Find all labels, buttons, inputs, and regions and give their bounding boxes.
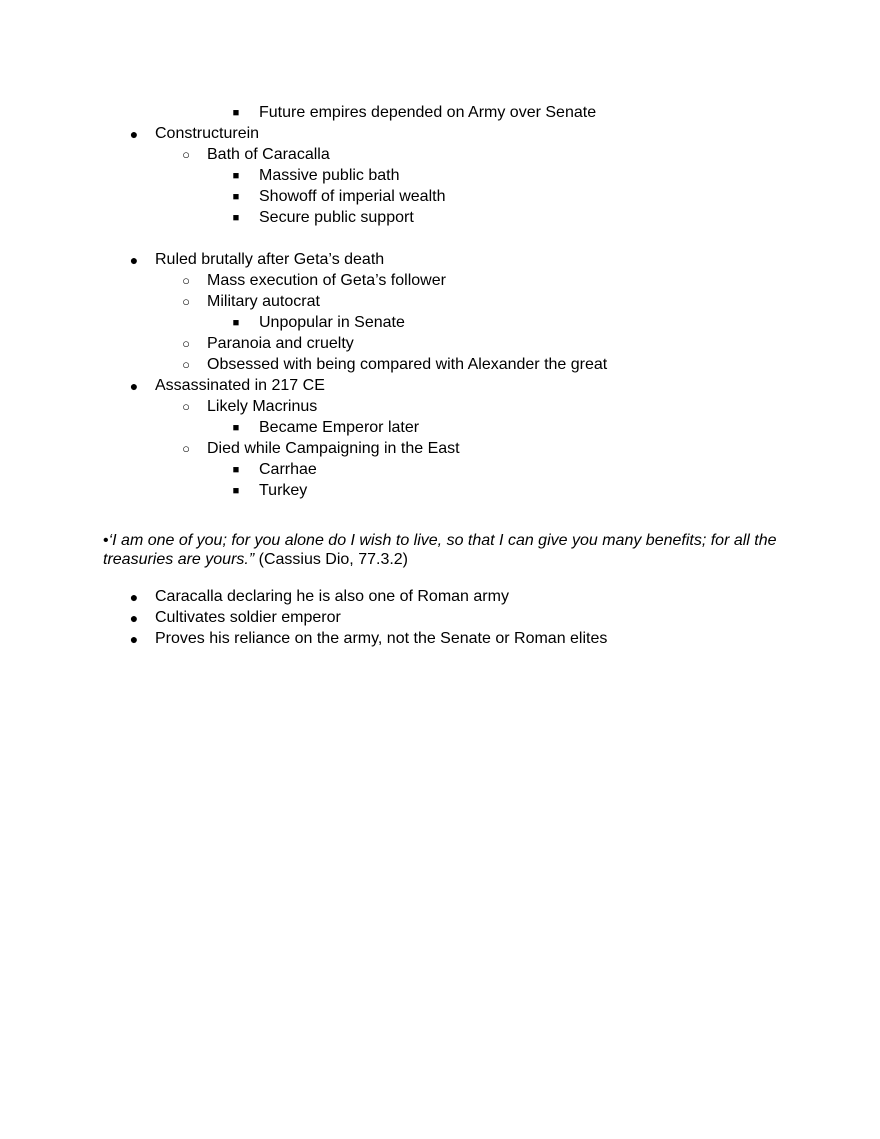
disc-bullet-icon: ● [129,631,139,647]
outline-item: Carrhae [259,461,317,478]
circle-bullet-icon: ○ [182,399,190,414]
outline-item: Constructurein [155,125,260,142]
circle-bullet-icon: ○ [182,294,190,309]
outline-item: Mass execution of Geta’s follower [207,272,446,289]
circle-bullet-icon: ○ [182,357,190,372]
square-bullet-icon: ■ [232,485,240,497]
square-bullet-icon: ■ [232,170,240,182]
square-bullet-icon: ■ [232,422,240,434]
disc-bullet-icon: ● [129,252,139,268]
quote-text: ‘I am one of you; for you alone do I wish to live, so that I can give you many benefits; for all the treasuries are yours.” [103,532,777,568]
disc-bullet-icon: ● [129,126,139,142]
outline-item: Paranoia and cruelty [207,335,354,352]
outline-item: Future empires depended on Army over Senate [259,104,597,121]
disc-bullet-icon: ● [129,589,139,605]
outline-item: Massive public bath [259,167,400,184]
quote-citation: (Cassius Dio, 77.3.2) [254,551,409,568]
outline-item: Assassinated in 217 CE [155,377,325,394]
outline-item: Died while Campaigning in the East [207,440,460,457]
outline-item: Military autocrat [207,293,320,310]
outline-item: Unpopular in Senate [259,314,405,331]
disc-bullet-icon: ● [129,378,139,394]
square-bullet-icon: ■ [232,212,240,224]
quote-bullet-icon: • [103,532,109,549]
disc-bullet-icon: ● [129,610,139,626]
analysis-item: Cultivates soldier emperor [155,609,341,626]
circle-bullet-icon: ○ [182,147,190,162]
analysis-item: Proves his reliance on the army, not the Senate or Roman elites [155,630,608,647]
outline-item: Likely Macrinus [207,398,318,415]
circle-bullet-icon: ○ [182,441,190,456]
outline-item: Turkey [259,482,308,499]
analysis-item: Caracalla declaring he is also one of Roman army [155,588,509,605]
outline-item: Obsessed with being compared with Alexander the great [207,356,608,373]
outline-item: Secure public support [259,209,414,226]
quote-block [103,531,783,569]
square-bullet-icon: ■ [232,464,240,476]
outline-item: Showoff of imperial wealth [259,188,446,205]
circle-bullet-icon: ○ [182,273,190,288]
outline-item: Ruled brutally after Geta’s death [155,251,385,268]
square-bullet-icon: ■ [232,107,240,119]
outline-item: Became Emperor later [259,419,420,436]
square-bullet-icon: ■ [232,317,240,329]
square-bullet-icon: ■ [232,191,240,203]
circle-bullet-icon: ○ [182,336,190,351]
outline-item: Bath of Caracalla [207,146,330,163]
